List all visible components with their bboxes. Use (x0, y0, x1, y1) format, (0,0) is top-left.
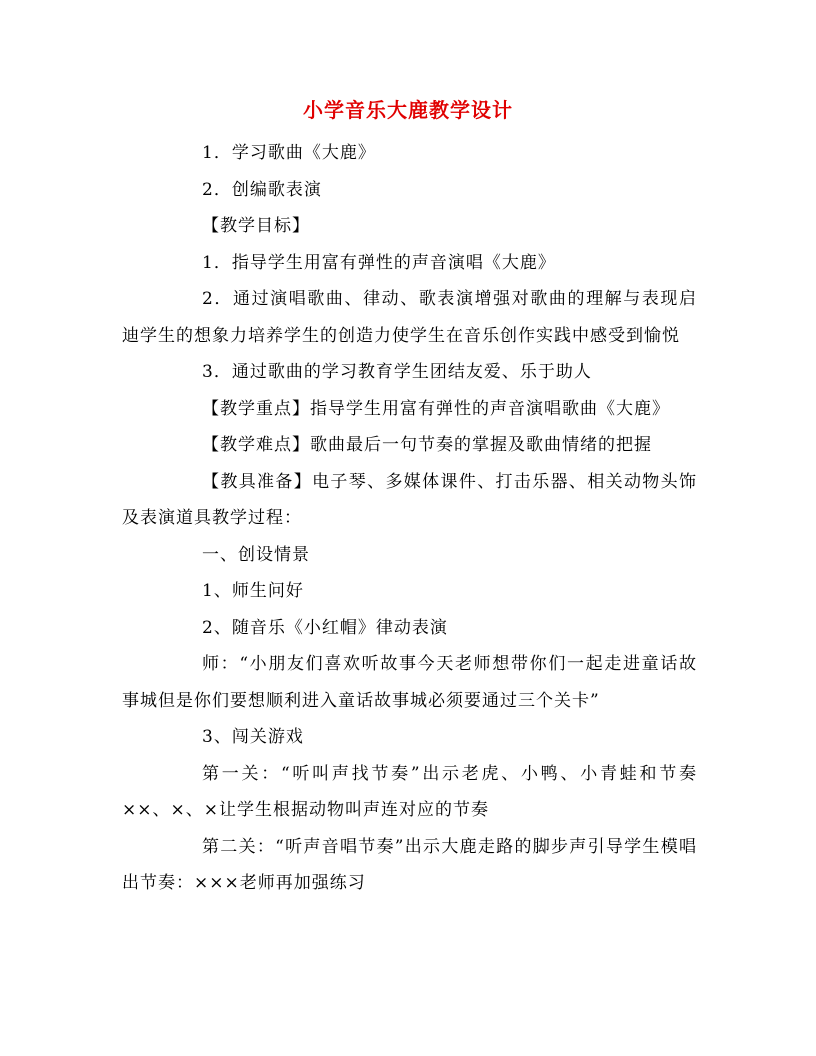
paragraph-15: 第一关：“听叫声找节奏”出示老虎、小鸭、小青蛙和节奏××、×、×让学生根据动物叫声连对应的节奏 (122, 763, 697, 820)
paragraph-13: 师：“小朋友们喜欢听故事今天老师想带你们一起走进童话故事城但是你们要想顺利进入童话故事城必须要通过三个关卡” (122, 654, 697, 711)
paragraph-12: 2、随音乐《小红帽》律动表演 (202, 617, 448, 638)
paragraph-14: 3、闯关游戏 (202, 727, 304, 747)
paragraph-9: 【教具准备】电子琴、多媒体课件、打击乐器、相关动物头饰及表演道具教学过程： (122, 471, 697, 528)
paragraph-2: 2．创编歌表演 (202, 179, 322, 200)
paragraph-1: 1．学习歌曲《大鹿》 (202, 143, 376, 163)
document-title: 小学音乐大鹿教学设计 (303, 98, 513, 122)
paragraph-4: 1．指导学生用富有弹性的声音演唱《大鹿》 (202, 252, 556, 273)
paragraph-11: 1、师生问好 (202, 581, 304, 601)
document-body (122, 135, 697, 902)
paragraph-8: 【教学难点】歌曲最后一句节奏的掌握及歌曲情绪的把握 (202, 435, 652, 455)
paragraph-10: 一、创设情景 (202, 544, 310, 565)
paragraph-7: 【教学重点】指导学生用富有弹性的声音演唱歌曲《大鹿》 (202, 398, 670, 419)
paragraph-3: 【教学目标】 (202, 216, 310, 236)
paragraph-6: 3．通过歌曲的学习教育学生团结友爱、乐于助人 (202, 362, 592, 382)
paragraph-16: 第二关：“听声音唱节奏”出示大鹿走路的脚步声引导学生模唱出节奏：×××老师再加强练习 (122, 836, 697, 893)
paragraph-5: 2．通过演唱歌曲、律动、歌表演增强对歌曲的理解与表现启迪学生的想象力培养学生的创造力使学生在音乐创作实践中感受到愉悦 (122, 289, 697, 346)
